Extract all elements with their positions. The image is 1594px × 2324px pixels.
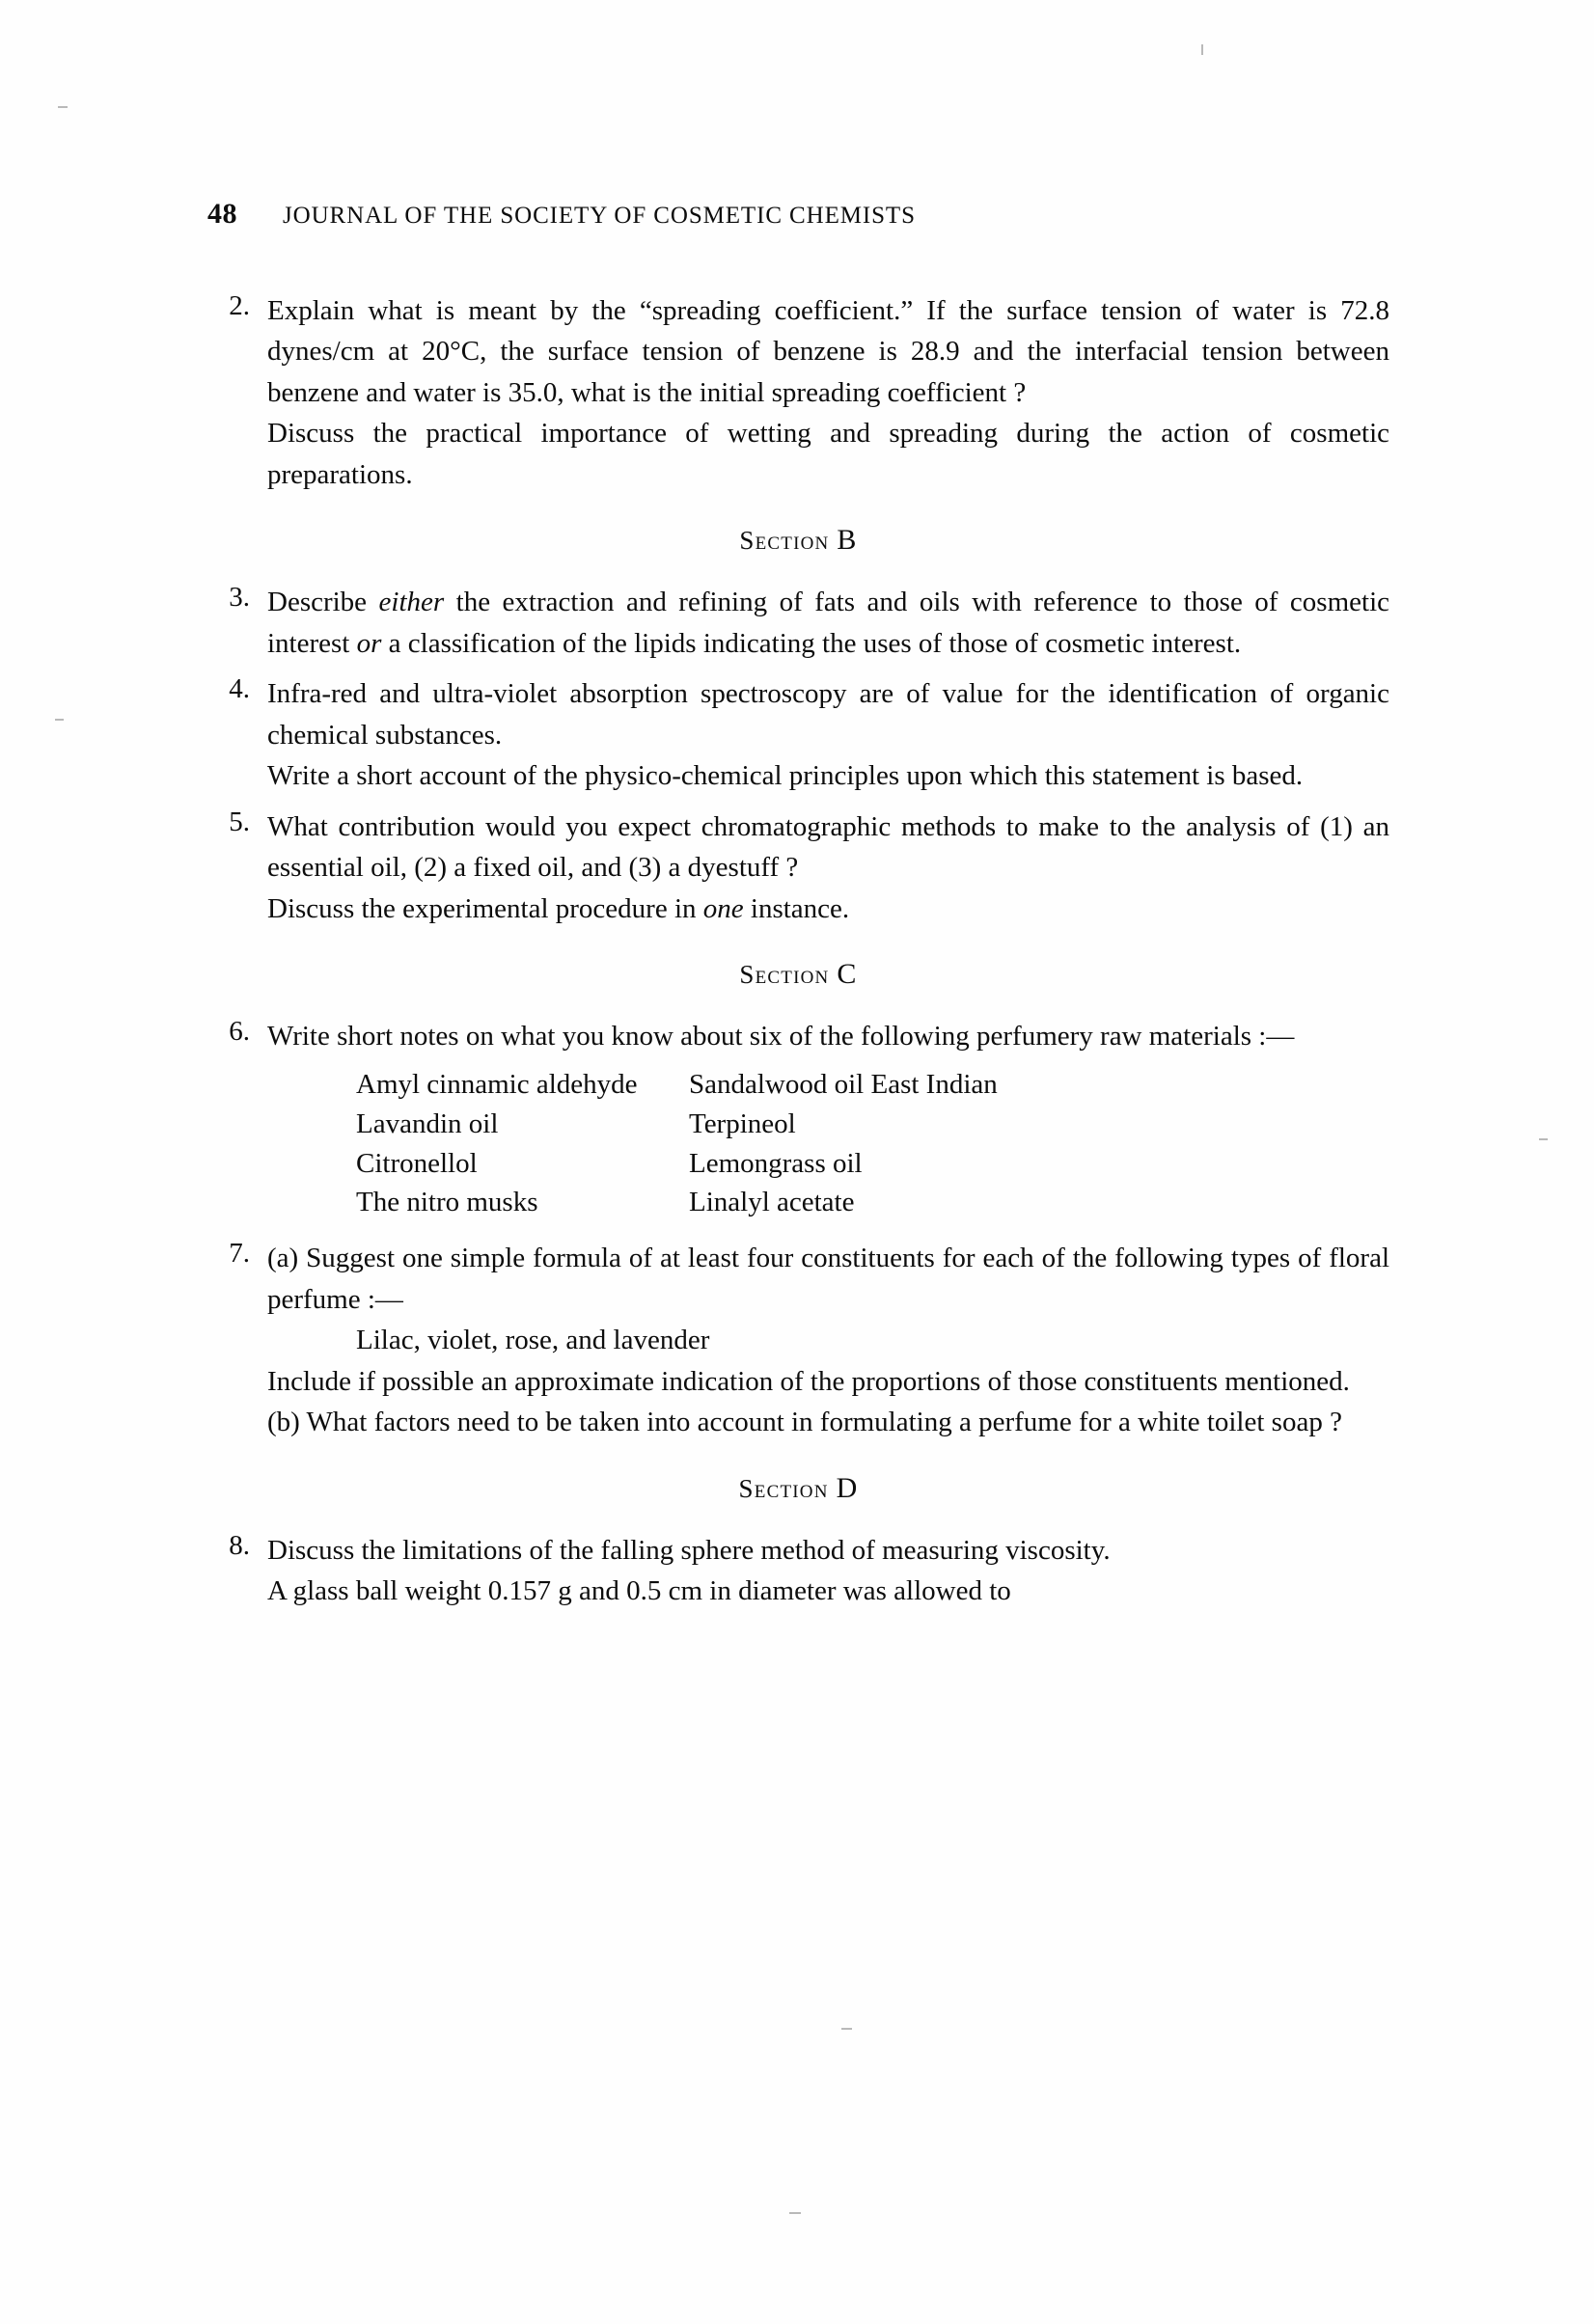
list-item: Sandalwood oil East Indian [689,1068,998,1100]
question-item [207,1016,1389,1228]
question-example-line: Lilac, violet, rose, and lavender [356,1325,710,1356]
section-letter: D [836,1471,859,1504]
page-number: 48 [207,198,237,230]
question-body [267,673,1389,796]
question-number: 4. [229,673,250,705]
raw-materials-column-right [689,1065,998,1223]
question-number: 6. [229,1016,250,1048]
question-number: 3. [229,582,250,614]
question-number: 8. [229,1529,250,1561]
question-body [267,807,1389,929]
list-item: The nitro musks [356,1187,538,1218]
question-number: 7. [229,1238,250,1270]
question-body [267,582,1389,664]
scan-artifact-mark [55,719,64,721]
list-item: Citronellol [356,1147,478,1179]
question-paragraph: Write a short account of the physico-chemical principles upon which this statement is based. [267,760,1304,792]
question-paragraph: (b) What factors need to be taken into account in formulating a perfume for a white toilet soap ? [267,1407,1342,1438]
list-item: Lemongrass oil [689,1147,863,1179]
section-heading-d [207,1472,1389,1505]
question-item [207,673,1389,796]
raw-materials-list [267,1065,1389,1223]
question-body [267,290,1389,495]
list-item: Linalyl acetate [689,1187,855,1218]
section-label: Section [739,526,830,556]
raw-materials-column-left [356,1065,689,1223]
question-paragraph: Discuss the limitations of the falling sphere method of measuring viscosity. [267,1534,1111,1566]
question-number: 2. [229,290,250,321]
question-paragraph: Write short notes on what you know about six of the following perfumery raw materials :— [267,1021,1295,1053]
list-item: Amyl cinnamic aldehyde [356,1068,638,1100]
question-paragraph: What contribution would you expect chromatographic methods to make to the analysis of (1) an essential oil, (2) a fixed oil, and (3) a dyestuff ? [267,810,1389,884]
section-label: Section [739,960,830,990]
question-paragraph: Explain what is meant by the “spreading coefficient.” If the surface tension of water is 72.8 dynes/cm at 20°C, the surface tension of benzene is 28.9 and the interfacial tension between benzene and water is 35.0, what is the initial spreading coefficient ? [267,295,1389,408]
section-letter: B [837,524,858,557]
question-paragraph: (a) Suggest one simple formula of at least four constituents for each of the following types of floral perfume :— [267,1243,1389,1315]
page-content [207,198,1389,1622]
question-paragraph: Include if possible an approximate indication of the proportions of those constituents mentioned. [267,1365,1350,1397]
question-item [207,582,1389,664]
question-paragraph: Describe either the extraction and refining of fats and oils with reference to those of cosmetic interest or a classification of the lipids indicating the uses of those of cosmetic interest. [267,587,1389,659]
running-head: JOURNAL OF THE SOCIETY OF COSMETIC CHEMISTS [283,203,916,229]
question-paragraph: Infra-red and ultra-violet absorption spectroscopy are of value for the identification of organic chemical substances. [267,678,1389,751]
section-heading-b [207,524,1389,557]
question-body [267,1016,1389,1228]
question-item [207,807,1389,929]
question-paragraph: Discuss the experimental procedure in one instance. [267,892,850,924]
section-label: Section [738,1473,829,1503]
section-letter: C [837,958,858,991]
question-item [207,290,1389,495]
page-header [207,198,1389,231]
section-heading-c [207,958,1389,991]
list-item: Terpineol [689,1107,796,1139]
scan-artifact-mark [1201,44,1203,55]
scan-artifact-mark [58,106,68,108]
list-item: Lavandin oil [356,1107,499,1139]
question-item [207,1238,1389,1442]
question-item [207,1530,1389,1612]
question-paragraph: A glass ball weight 0.157 g and 0.5 cm in diameter was allowed to [267,1575,1011,1607]
question-body [267,1530,1389,1612]
question-paragraph: Discuss the practical importance of wetting and spreading during the action of cosmetic preparations. [267,418,1389,490]
question-number: 5. [229,806,250,837]
scan-artifact-mark [789,2212,801,2214]
scan-artifact-mark [841,2028,852,2030]
question-body [267,1238,1389,1442]
scan-artifact-mark [1539,1138,1548,1140]
